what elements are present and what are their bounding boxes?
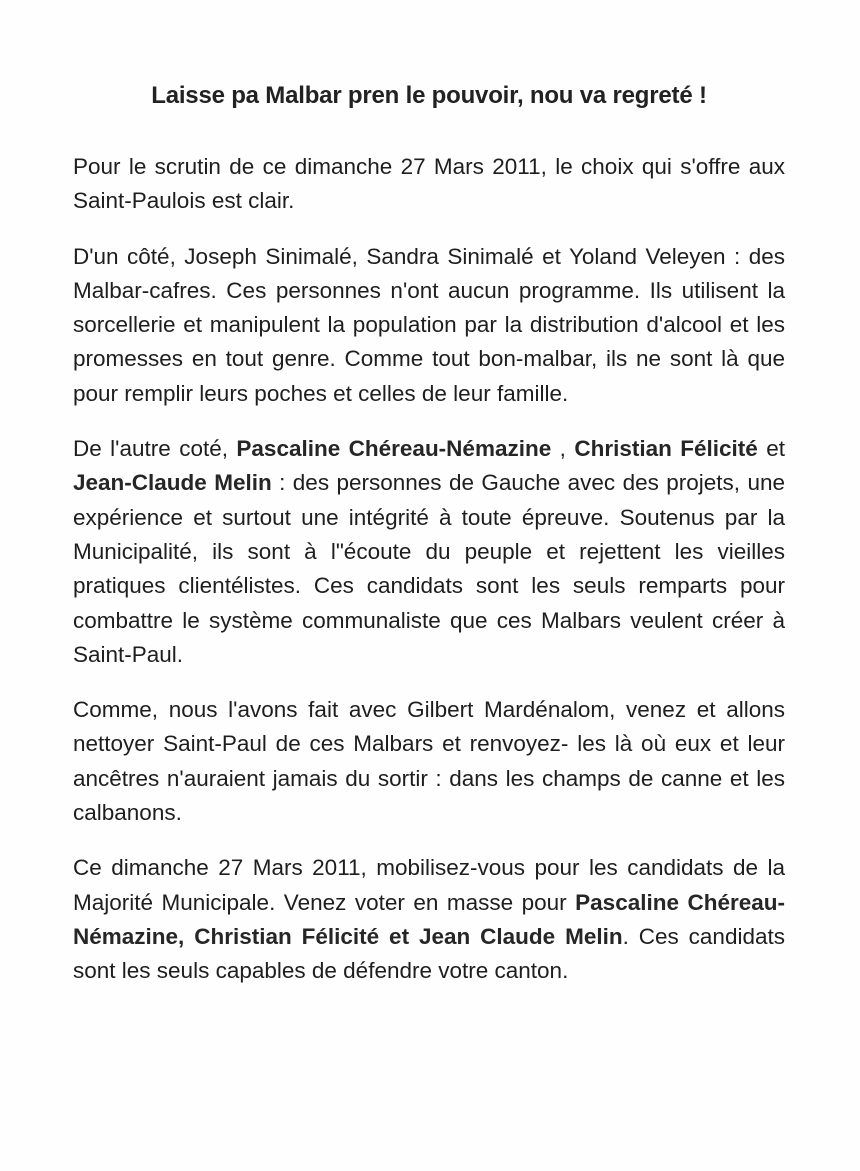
paragraph-3-rest: : des personnes de Gauche avec des projets, une expérience et surtout une intégrité à toute épreuve. Soutenus par la Municipalité, ils sont à l"écoute du peuple et rejettent les vieilles pratiques clientélistes. Ces candidats sont les seuls remparts pour combattre le système communaliste que ces Malbars veulent créer à Saint-Paul. — [73, 470, 786, 667]
paragraph-2: D'un côté, Joseph Sinimalé, Sandra Sinimalé et Yoland Veleyen : des Malbar-cafres. Ces personnes n'ont aucun programme. Ils utilisent la sorcellerie et manipulent la population par la distribution d'alcool et les promesses en tout genre. Comme tout bon-malbar, ils ne sont là que pour remplir leurs poches et celles de leur famille. — [73, 243, 785, 406]
paragraph-5-rest: . Ces candidats sont les seuls capables de défendre votre canton. — [73, 923, 785, 984]
paragraph-3 — [73, 432, 785, 672]
candidate-names: Pascaline Chéreau-Némazine, Christian Félicité et Jean Claude Melin — [73, 889, 785, 949]
separator-1: , — [551, 436, 575, 462]
document-body — [73, 82, 785, 1010]
paragraph-4: Comme, nous l'avons fait avec Gilbert Mardénalom, venez et allons nettoyer Saint-Paul de ces Malbars et renvoyez- les là où eux et leur ancêtres n'auraient jamais du sortir : dans les champs de canne et les calbanons. — [73, 697, 785, 826]
paragraph-5-intro: Ce dimanche 27 Mars 2011, mobilisez-vous pour les candidats de la Majorité Municipale. Venez voter en masse pour — [73, 855, 785, 915]
paragraph-5 — [73, 851, 785, 988]
paragraph-1: Pour le scrutin de ce dimanche 27 Mars 2011, le choix qui s'offre aux Saint-Paulois est clair. — [73, 154, 785, 214]
document-title: Laisse pa Malbar pren le pouvoir, nou va regreté ! — [151, 82, 707, 109]
candidate-name-1: Pascaline Chéreau-Némazine — [236, 436, 552, 462]
paragraph-3-intro: De l'autre coté, — [73, 436, 237, 462]
candidate-name-2: Christian Félicité — [574, 436, 758, 462]
candidate-name-3: Jean-Claude Melin — [73, 470, 272, 496]
separator-2: et — [757, 436, 786, 462]
